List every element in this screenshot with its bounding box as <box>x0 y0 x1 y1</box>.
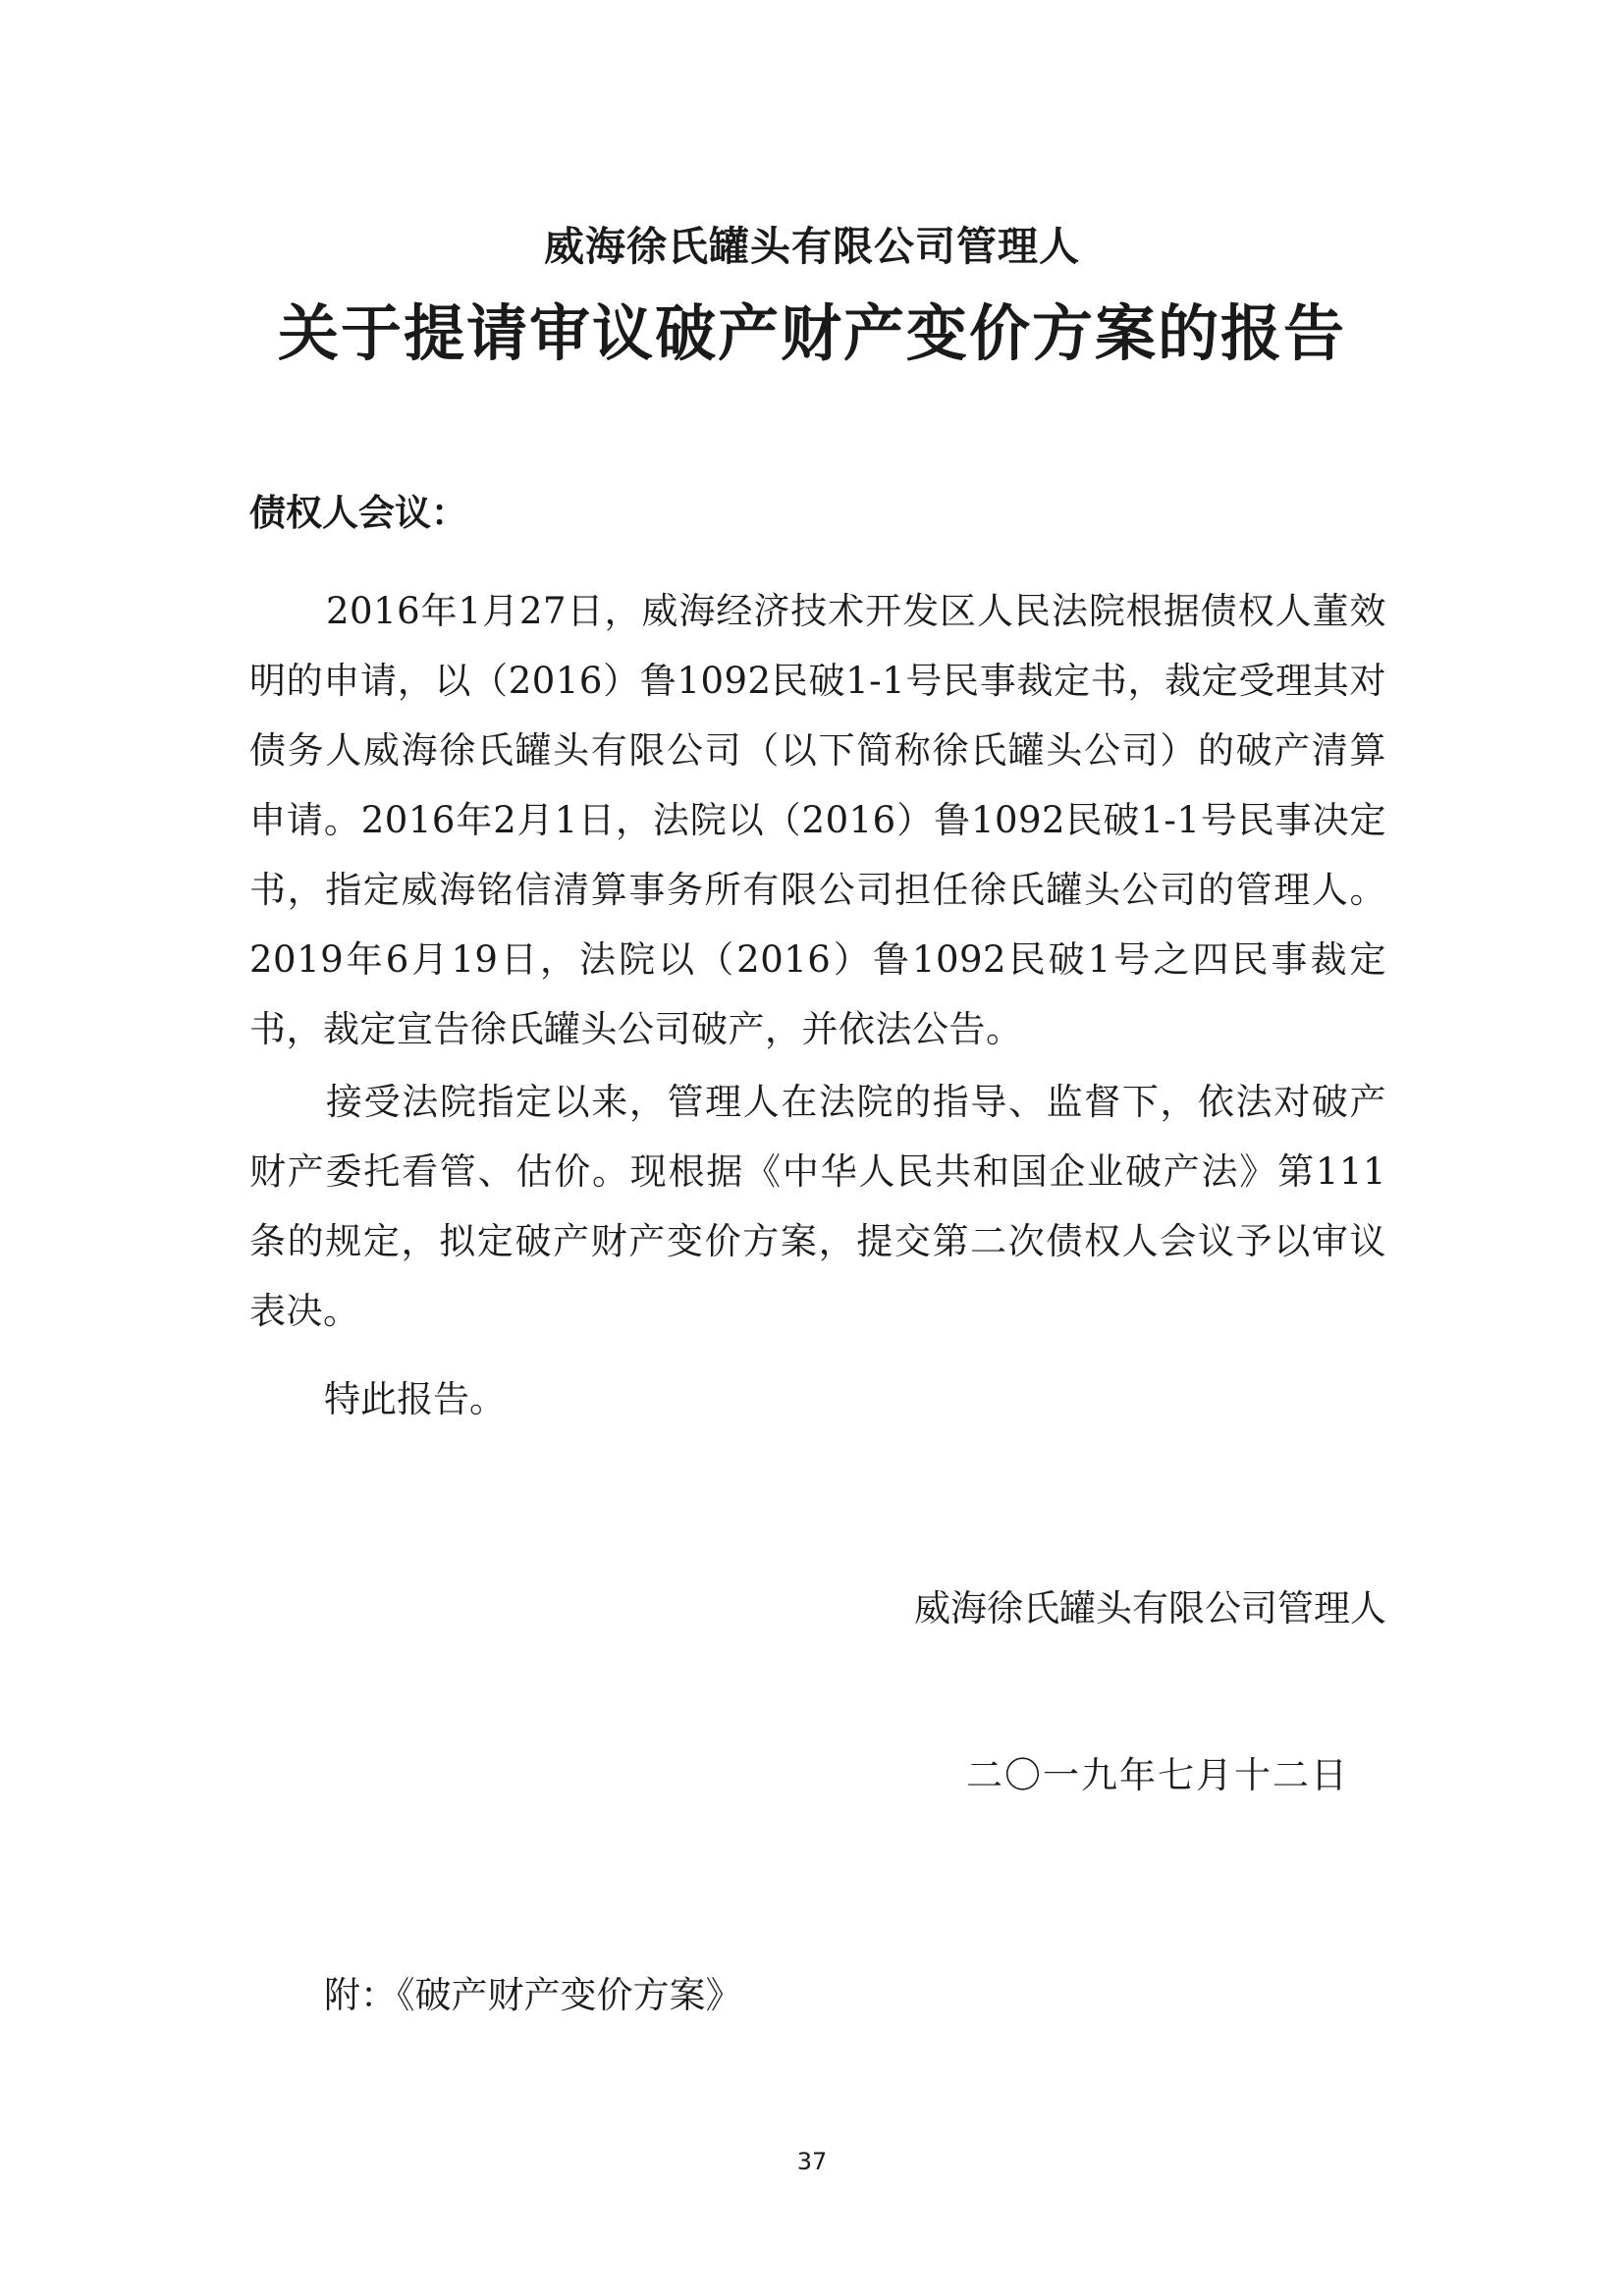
closing-statement: 特此报告。 <box>324 1378 506 1420</box>
title-line-1: 威海徐氏罐头有限公司管理人 <box>544 223 1080 270</box>
body-paragraph-1: 2016年1月27日，威海经济技术开发区人民法院根据债权人董效明的申请，以（2016）鲁1092民破1-1号民事裁定书，裁定受理其对债务人威海徐氏罐头有限公司（以下简称徐氏罐头公司）的破产清算申请。2016年2月1日，法院以（2016）鲁1092民破1-1号民事决定书，指定威海铭信清算事务所有限公司担任徐氏罐头公司的管理人。2019年6月19日，法院以（2016）鲁1092民破1号之四民事裁定书，裁定宣告徐氏罐头公司破产，并依法公告。 <box>249 590 1386 1050</box>
signatory: 威海徐氏罐头有限公司管理人 <box>914 1587 1386 1629</box>
document-date: 二〇一九年七月十二日 <box>966 1754 1349 1796</box>
page-number: 37 <box>796 2148 828 2175</box>
title-line-2: 关于提请审议破产财产变价方案的报告 <box>277 297 1346 369</box>
salutation: 债权人会议： <box>249 491 467 534</box>
attachment-note: 附：《破产财产变价方案》 <box>324 1974 742 2016</box>
body-paragraph-2: 接受法院指定以来，管理人在法院的指导、监督下，依法对破产财产委托看管、估价。现根据《中华人民共和国企业破产法》第111条的规定，拟定破产财产变价方案，提交第二次债权人会议予以审议表决。 <box>249 1081 1386 1332</box>
